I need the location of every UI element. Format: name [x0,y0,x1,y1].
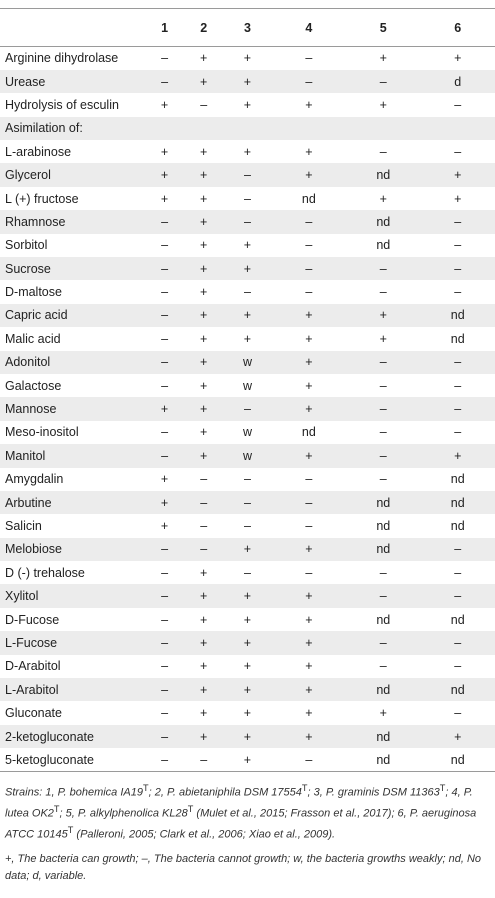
result-cell: nd [450,472,465,487]
result-cell: – [161,331,169,346]
result-cell: + [379,191,387,206]
result-cell: – [379,261,387,276]
strain-5: P. alkylphenolica KL28 [77,807,188,820]
result-cell: + [200,51,208,66]
table-row [0,257,495,280]
type-strain-mark: T [143,783,149,793]
table-row [0,210,495,233]
result-cell: nd [450,308,465,323]
strain-1: P. bohemica IA19 [57,786,143,799]
result-cell: – [454,659,462,674]
result-cell: – [161,659,169,674]
table-row [0,748,495,771]
result-cell: + [200,612,208,627]
result-cell: – [161,706,169,721]
result-cell: nd [450,682,465,697]
result-cell: + [243,659,252,674]
result-cell: nd [376,519,391,533]
table-row [0,491,495,514]
result-cell: – [379,659,387,674]
result-cell: + [379,331,387,346]
row-label: Rhamnose [5,214,66,229]
table-row [0,584,495,607]
result-cell: + [305,706,313,721]
row-label: L-arabinose [5,144,72,159]
strain-2: P. abietaniphila DSM 17554 [166,786,302,799]
result-cell: – [454,706,462,721]
result-cell: + [243,542,252,557]
result-cell: – [305,238,313,253]
result-cell: + [200,729,208,744]
result-cell: – [161,729,169,744]
result-cell: + [243,729,252,744]
result-cell: – [161,565,169,580]
result-cell: – [379,472,387,487]
row-label: Arbutine [5,495,52,510]
result-cell: + [200,214,208,229]
header-label-cell [0,9,145,47]
table-row [0,140,495,163]
result-cell: + [379,97,387,112]
result-cell: + [160,402,169,417]
table-row [0,351,495,374]
strains-lead: Strains: 1, [5,786,58,799]
result-cell: – [200,519,208,533]
result-cell: nd [301,191,316,206]
result-cell: – [454,402,462,417]
result-cell: nd [376,168,391,183]
table-row [0,468,495,491]
result-cell: + [243,589,252,604]
result-cell: + [243,635,252,650]
table-footnotes [5,780,490,892]
result-cell [272,117,346,140]
result-cell: + [305,355,313,370]
strains-note [5,780,490,843]
result-cell [145,117,184,140]
references-2: (Palleroni, 2005; Clark et al., 2006; Xiao et al., 2009). [73,828,336,841]
result-cell: – [379,378,387,393]
result-cell: – [161,612,169,627]
result-cell: – [379,144,387,159]
result-cell: w [242,425,252,440]
result-cell: – [243,214,251,229]
result-cell: + [379,51,387,66]
result-cell: nd [376,729,391,744]
row-label: Amygdalin [5,472,64,487]
table-row [0,280,495,303]
result-cell: – [454,355,462,370]
result-cell: + [454,729,462,744]
row-label: Urease [5,74,46,89]
table-row [0,327,495,350]
legend-text: +, The bacteria can growth; –, The bacteria cannot growth; w, the bacteria growths weakly; nd, No data; d, variable. [5,853,482,882]
result-cell: + [160,191,169,206]
result-cell: + [243,261,252,276]
row-label: 2-ketogluconate [5,729,94,744]
result-cell: + [200,378,208,393]
strain-6: P. aeruginosa ATCC 10145 [5,807,477,841]
table-row [0,655,495,678]
result-cell: + [160,472,169,487]
result-cell: – [161,355,169,370]
result-cell: – [454,144,462,159]
result-cell: + [160,519,169,533]
result-cell: – [200,472,208,487]
result-cell: – [454,589,462,604]
row-label: 5-ketogluconate [5,752,94,767]
result-cell: – [305,472,313,487]
result-cell: – [161,261,169,276]
result-cell: nd [450,495,465,510]
header-strain-3: 3 [243,20,251,35]
result-cell: + [305,659,313,674]
header-strain-6: 6 [454,20,462,35]
result-cell: + [200,706,208,721]
table-row [0,538,495,561]
result-cell: – [161,378,169,393]
result-cell: + [305,144,313,159]
strain-3: P. graminis DSM 11363 [325,786,440,799]
row-label: Sucrose [5,261,51,276]
result-cell: nd [376,238,391,253]
result-cell: nd [376,612,391,627]
result-cell: + [243,308,252,323]
row-label: Melobiose [5,542,62,557]
result-cell: + [305,308,313,323]
result-cell: – [305,752,313,767]
table-row [0,117,495,140]
row-label: D-maltose [5,285,62,300]
table-row [0,304,495,327]
result-cell: – [379,285,387,300]
references-1: (Mulet et al., 2015; Frasson et al., 2017); 6, [193,807,410,820]
result-cell: + [454,51,462,66]
result-cell: – [161,542,169,557]
result-cell: + [200,589,208,604]
result-cell: + [200,682,208,697]
result-cell: + [305,402,313,417]
result-cell: w [242,448,252,463]
result-cell: – [161,238,169,253]
result-cell: nd [450,519,465,533]
table-row [0,608,495,631]
result-cell: + [305,635,313,650]
table-row [0,163,495,186]
sep: ; 4, [445,786,464,799]
result-cell: + [243,331,252,346]
result-cell: nd [376,214,391,229]
result-cell: – [379,402,387,417]
result-cell: + [160,495,169,510]
result-cell: – [454,238,462,253]
type-strain-mark: T [439,783,446,793]
result-cell: – [454,565,462,580]
result-cell: + [454,168,462,183]
row-label: Glycerol [5,168,51,183]
result-cell: – [161,74,169,89]
result-cell: nd [450,752,465,767]
row-label: Manitol [5,448,46,463]
table-row [0,374,495,397]
result-cell: – [161,682,169,697]
result-cell: + [305,612,313,627]
result-cell: + [200,448,208,463]
sep: ; 2, [148,786,167,799]
type-strain-mark: T [187,804,194,815]
table-row [0,701,495,724]
result-cell: – [454,542,462,557]
result-cell: + [243,97,252,112]
result-cell: + [200,565,208,580]
result-cell: – [161,51,169,66]
result-cell: – [305,51,313,66]
row-label: D-Arabitol [5,659,61,674]
result-cell: + [454,191,462,206]
result-cell: – [454,635,462,650]
result-cell: – [305,519,313,533]
row-label: Asimilation of: [5,121,83,136]
row-label: Galactose [5,378,62,393]
table-row [0,70,495,93]
table-row [0,631,495,654]
result-cell: – [243,168,251,183]
result-cell: – [243,191,251,206]
table-row [0,678,495,701]
result-cell: – [305,261,313,276]
result-cell: + [200,238,208,253]
result-cell: nd [450,331,465,346]
result-cell: – [454,425,462,440]
type-strain-mark: T [53,804,60,815]
result-cell: – [243,472,251,487]
result-cell: + [379,308,387,323]
header-strain-1: 1 [161,20,169,35]
result-cell: w [242,355,252,370]
result-cell: – [243,402,251,417]
result-cell: – [161,752,169,767]
result-cell: – [305,565,313,580]
result-cell: – [305,285,313,300]
result-cell: + [243,74,252,89]
result-cell: – [379,448,387,463]
result-cell: + [305,448,313,463]
result-cell: – [379,425,387,440]
row-label: Gluconate [5,706,62,721]
result-cell [223,117,271,140]
row-label: L-Fucose [5,635,58,650]
result-cell: – [161,285,169,300]
row-label: Arginine dihydrolase [5,51,119,66]
result-cell: + [200,261,208,276]
result-cell: + [305,729,313,744]
result-cell: + [200,331,208,346]
result-cell: + [243,238,252,253]
sep: ; 3, [307,786,326,799]
row-label: D (-) trehalose [5,565,85,580]
table-row [0,444,495,467]
result-cell: + [243,682,252,697]
result-cell: + [160,168,169,183]
result-cell: + [305,97,313,112]
result-cell: – [200,495,208,510]
result-cell: + [160,144,169,159]
row-label: Capric acid [5,308,68,323]
result-cell: – [454,214,462,229]
header-row [0,9,495,47]
row-label: L (+) fructose [5,191,79,206]
result-cell: – [200,542,208,557]
result-cell: + [200,635,208,650]
result-cell: + [305,589,313,604]
result-cell: – [379,635,387,650]
result-cell: nd [376,495,391,510]
result-cell: + [305,168,313,183]
result-cell: d [454,74,462,89]
result-cell [184,117,223,140]
result-cell: + [200,659,208,674]
result-cell: + [200,168,208,183]
result-cell: – [243,285,251,300]
result-cell: – [161,448,169,463]
table-row [0,421,495,444]
result-cell: + [200,74,208,89]
result-cell: – [454,378,462,393]
result-cell: w [242,378,252,393]
table-row [0,187,495,210]
result-cell: – [161,308,169,323]
result-cell: – [243,495,251,510]
result-cell: – [379,74,387,89]
table-row [0,514,495,537]
result-cell: + [160,97,169,112]
result-cell: + [200,355,208,370]
result-cell [421,117,495,140]
sep: ; 5, [59,807,78,820]
result-cell: nd [301,425,316,440]
header-strain-4: 4 [305,20,313,35]
row-label: L-Arabitol [5,682,59,697]
result-cell: + [243,752,252,767]
result-cell: + [305,378,313,393]
result-cell: – [379,565,387,580]
result-cell: + [200,285,208,300]
table-header [0,9,495,47]
result-cell: + [200,425,208,440]
result-cell: – [243,565,251,580]
phenotype-table [0,8,495,772]
result-cell: + [200,191,208,206]
result-cell: – [454,261,462,276]
result-cell: + [305,682,313,697]
header-strain-5: 5 [379,20,387,35]
table-row [0,725,495,748]
result-cell: – [305,495,313,510]
strain-4: P. lutea OK2 [5,786,473,820]
result-cell: + [200,144,208,159]
result-cell: – [200,97,208,112]
result-cell: + [243,51,252,66]
row-label: Hydrolysis of esculin [5,97,119,112]
table-row [0,234,495,257]
header-strain-2: 2 [200,20,208,35]
result-cell: – [161,589,169,604]
row-label: Xylitol [5,589,39,604]
row-label: Sorbitol [5,238,48,253]
table-row [0,93,495,116]
table-row [0,397,495,420]
result-cell: nd [450,612,465,627]
row-label: Meso-inositol [5,425,79,440]
result-cell: nd [376,542,391,557]
result-cell: – [243,519,251,533]
table-row [0,47,495,70]
type-strain-mark: T [301,783,308,793]
result-cell: – [305,74,313,89]
result-cell: – [200,752,208,767]
result-cell: nd [376,682,391,697]
legend-note [5,851,490,884]
result-cell: + [454,448,462,463]
result-cell [346,117,420,140]
result-cell: + [379,706,387,721]
result-cell: – [454,285,462,300]
result-cell: + [200,308,208,323]
table-body [0,47,495,772]
result-cell: + [243,612,252,627]
result-cell: – [379,355,387,370]
row-label: Malic acid [5,331,61,346]
row-label: Adonitol [5,355,51,370]
result-cell: – [161,214,169,229]
result-cell: + [243,144,252,159]
result-cell: – [305,214,313,229]
result-cell: – [161,425,169,440]
table-row [0,561,495,584]
result-cell: + [305,331,313,346]
result-cell: – [161,635,169,650]
row-label: Mannose [5,402,57,417]
row-label: D-Fucose [5,612,60,627]
row-label: Salicin [5,519,42,533]
type-strain-mark: T [67,825,74,836]
result-cell: – [454,97,462,112]
result-cell: + [200,402,208,417]
result-cell: – [379,589,387,604]
result-cell: nd [376,752,391,767]
result-cell: + [305,542,313,557]
result-cell: + [243,706,252,721]
